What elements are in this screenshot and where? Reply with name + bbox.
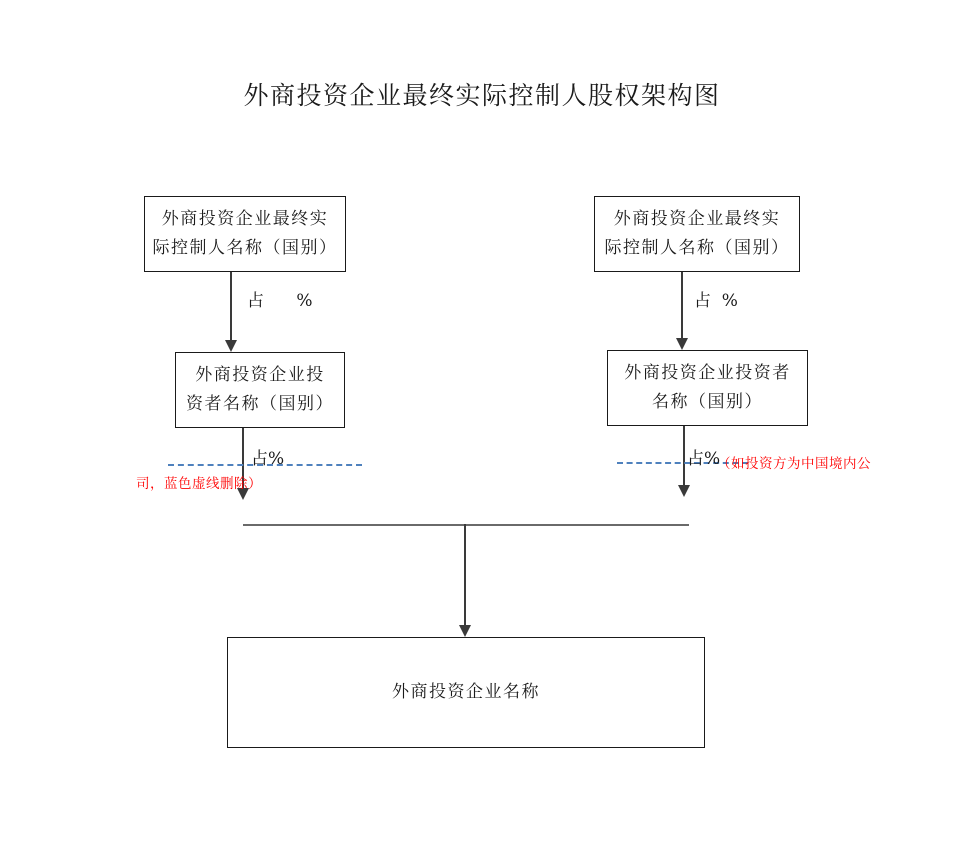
box-ultimate-controller-right-line2: 际控制人名称（国别）: [604, 238, 790, 258]
arrowhead-down-icon: [459, 625, 471, 637]
box-ultimate-controller-left-line1: 外商投资企业最终实: [161, 209, 329, 229]
box-ultimate-controller-left-line2: 际控制人名称（国别）: [152, 238, 338, 258]
arrowhead-down-icon: [676, 338, 688, 350]
diagram-title: 外商投资企业最终实际控制人股权架构图: [243, 81, 721, 110]
red-annotation-right-part: （如投资方为中国境内公: [717, 456, 871, 472]
box-ultimate-controller-left: [144, 196, 346, 272]
box-ultimate-controller-right-line1: 外商投资企业最终实: [613, 209, 781, 229]
share-percent-label-lower-left: 占%: [251, 449, 285, 469]
box-investor-left-line2: 资者名称（国别）: [186, 394, 334, 414]
box-fie-name: [227, 637, 705, 748]
box-fie-name-label: 外商投资企业名称: [392, 682, 540, 702]
merge-horizontal-line: [243, 524, 689, 526]
share-percent-label-top-right: 占 %: [694, 291, 738, 311]
box-investor-left-line1: 外商投资企业投: [195, 365, 325, 385]
share-percent-label-lower-right: 占%: [687, 449, 721, 469]
connector-left-upper: [230, 272, 232, 342]
share-percent-label-top-left: 占 %: [247, 291, 313, 311]
red-annotation-left-wrap-part: 司，蓝色虚线删除）: [136, 476, 262, 492]
box-investor-right-line1: 外商投资企业投资者: [624, 363, 791, 383]
box-investor-left: [175, 352, 345, 428]
connector-center: [464, 524, 466, 626]
arrowhead-down-icon: [225, 340, 237, 352]
box-investor-right-line2: 名称（国别）: [652, 392, 763, 412]
connector-right-lower: [683, 426, 685, 486]
arrowhead-down-icon: [678, 485, 690, 497]
box-ultimate-controller-right: [594, 196, 800, 272]
box-investor-right: [607, 350, 808, 426]
connector-right-upper: [681, 272, 683, 340]
